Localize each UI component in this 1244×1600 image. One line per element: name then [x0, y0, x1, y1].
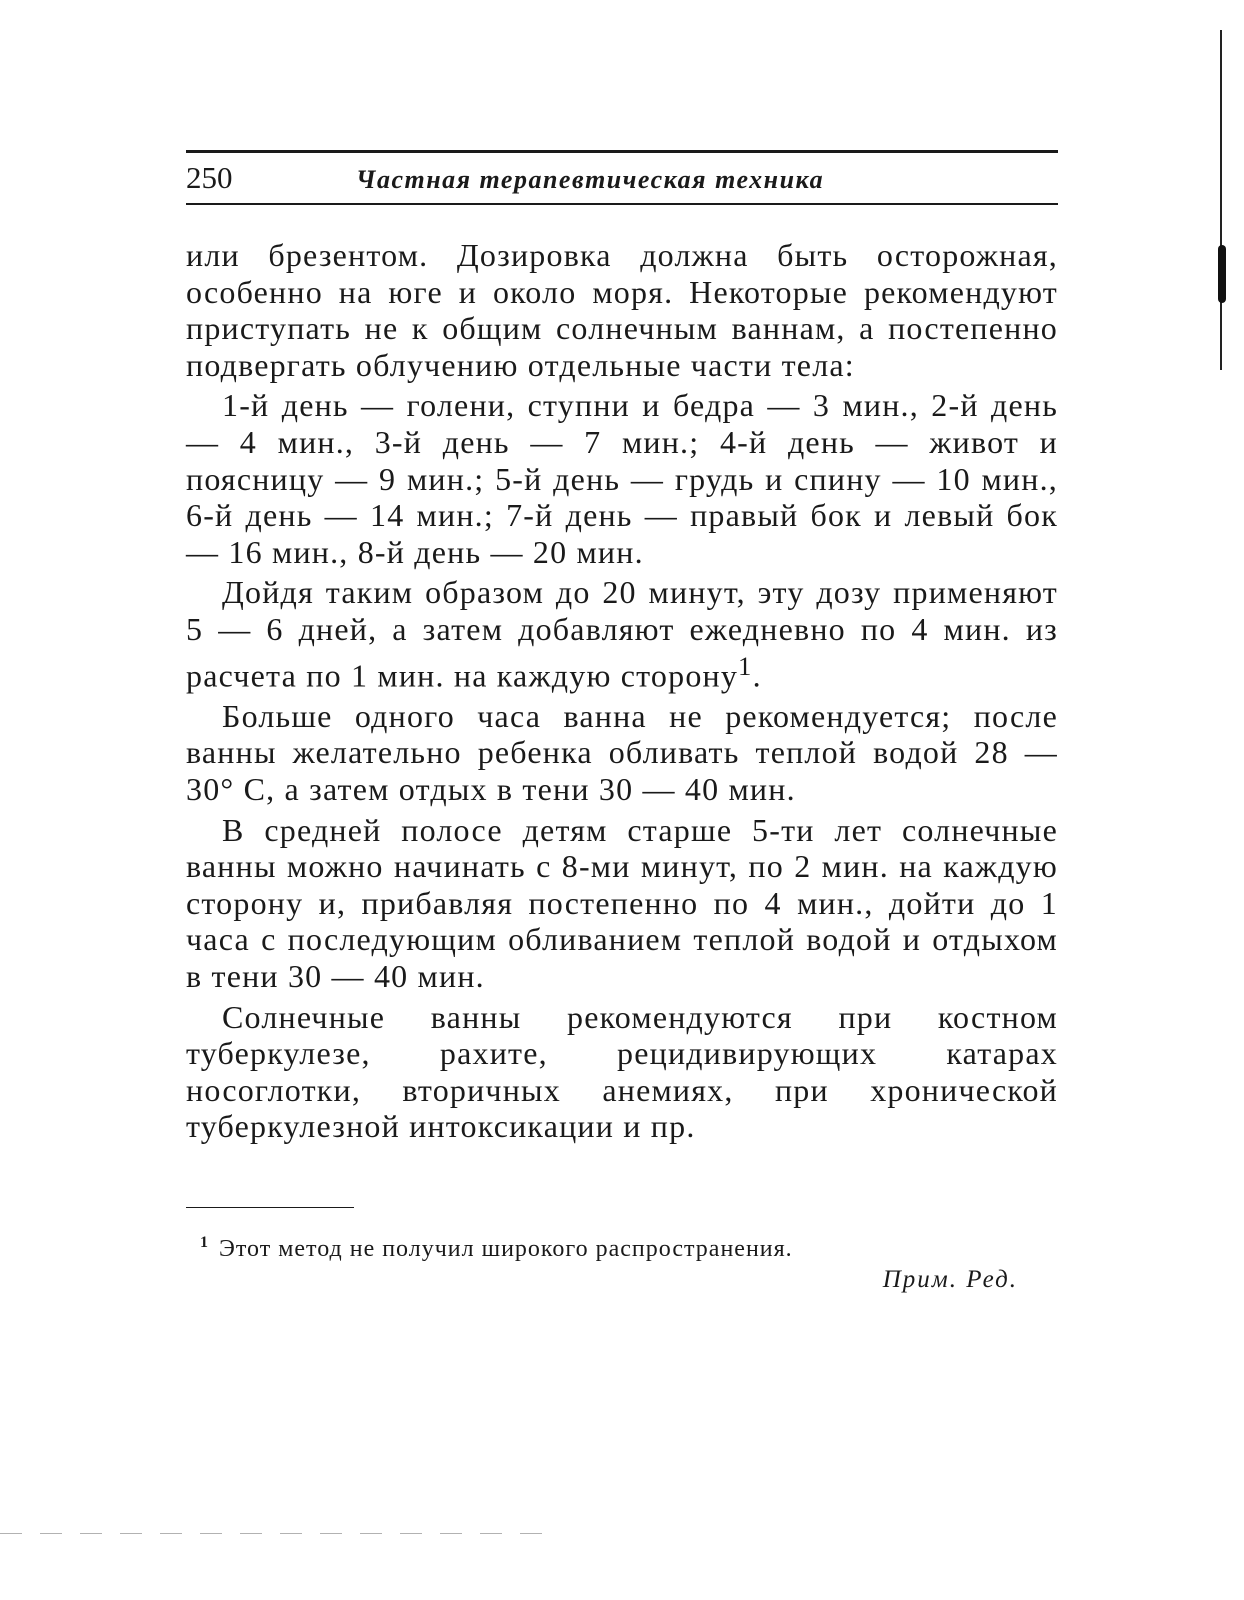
scan-edge-mark	[1220, 30, 1222, 370]
paragraph: В средней полосе детям старше 5-ти лет солнечные ванны можно начинать с 8-ми минут, по 2 мин. на каждую сторону и, прибавляя постепенно по 4 мин., дойти до 1 часа с последующим обливанием теплой водой и отдыхом в тени 30 — 40 мин.	[186, 811, 1058, 994]
scan-noise-line	[0, 1533, 560, 1534]
footnote	[200, 1228, 1058, 1264]
paragraph: 1-й день — голени, ступни и бедра — 3 мин., 2-й день — 4 мин., 3-й день — 7 мин.; 4-й день — живот и поясницу — 9 мин.; 5-й день — грудь и спину — 10 мин., 6-й день — 14 мин.; 7-й день — правый бок и левый бок — 16 мин., 8-й день — 20 мин.	[186, 387, 1058, 570]
footnote-separator	[186, 1207, 354, 1208]
scan-ink-blot	[1218, 245, 1226, 303]
footnote-reference: 1	[738, 650, 753, 681]
paragraph: Больше одного часа ванна не рекомендуется; после ванны желательно ребенка обливать теплой водой 28 — 30° С, а затем отдых в тени 30 — 40 мин.	[186, 697, 1058, 807]
footnote-marker: 1	[200, 1233, 209, 1251]
paragraph-text: Дойдя таким образом до 20 минут, эту дозу применяют 5 — 6 дней, а затем добавляют ежедневно по 4 мин. из расчета по 1 мин. на каждую сторону	[186, 574, 1058, 694]
footnote-credit: Прим. Ред.	[882, 1265, 1018, 1293]
page-header	[186, 153, 1058, 203]
paragraph: Солнечные ванны рекомендуются при костном туберкулезе, рахите, рецидивирующих катарах носоглотки, вторичных анемиях, при хронической туберкулезной интоксикации и пр.	[186, 998, 1058, 1145]
footnote-text: Этот метод не получил широкого распространения.	[219, 1235, 793, 1262]
page-number: 250	[186, 160, 233, 195]
running-title: Частная терапевтическая техника	[356, 165, 825, 194]
paragraph: Дойдя таким образом до 20 минут, эту дозу применяют 5 — 6 дней, а затем добавляют ежедневно по 4 мин. из расчета по 1 мин. на каждую сторону$^1$.	[186, 574, 1058, 694]
body-text	[186, 237, 1058, 1145]
book-page	[186, 150, 1058, 1294]
paragraph: или брезентом. Дозировка должна быть осторожная, особенно на юге и около моря. Некоторые рекомендуют приступать не к общим солнечным ваннам, а постепенно подвергать облучению отдельные части тела:	[186, 237, 1058, 383]
